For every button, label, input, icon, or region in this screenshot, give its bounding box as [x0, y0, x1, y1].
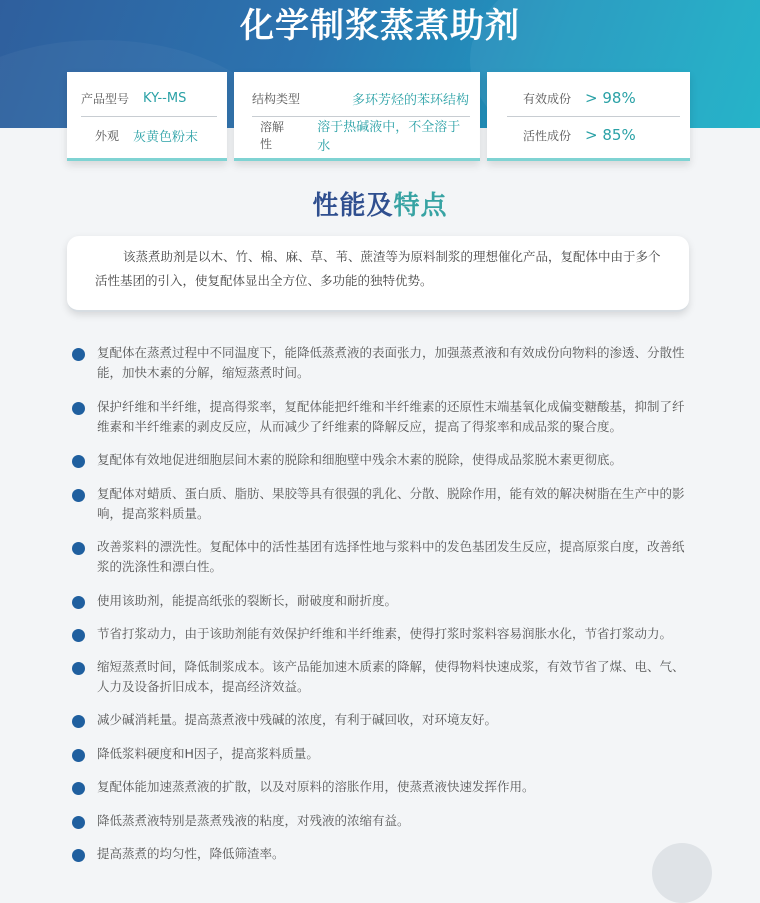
bullet-icon [72, 348, 85, 361]
spec-label: 产品型号 [81, 91, 130, 106]
spec-label: 溶解性 [260, 120, 285, 151]
spec-value: 多环芳烃的苯环结构 [352, 92, 470, 108]
bullet-icon [72, 816, 85, 829]
feature-text: 复配体能加速蒸煮液的扩散，以及对原料的溶胀作用，使蒸煮液快速发挥作用。 [97, 779, 535, 794]
intro-text: 该蒸煮助剂是以木、竹、棉、麻、草、苇、蔗渣等为原料制浆的理想催化产品，复配体中由于多个活性基团的引入，使复配体显出全方位、多功能的独特优势。 [95, 249, 661, 288]
spec-label: 有效成份 [523, 91, 572, 106]
bullet-icon [72, 715, 85, 728]
spec-label: 外观 [95, 128, 120, 143]
feature-text: 使用该助剂，能提高纸张的裂断长，耐破度和耐折度。 [97, 593, 398, 608]
spec-row [507, 117, 680, 153]
bullet-icon [72, 542, 85, 555]
spec-value: 溶于热碱液中，不全溶于水 [317, 120, 461, 154]
feature-text: 减少碱消耗量。提高蒸煮液中残碱的浓度，有利于碱回收，对环境友好。 [97, 712, 498, 727]
spec-value: > 85% [585, 126, 636, 144]
feature-text: 降低蒸煮液特别是蒸煮残液的粘度，对残液的浓缩有益。 [97, 813, 410, 828]
spec-card-structure [234, 72, 480, 161]
spec-row [81, 117, 217, 153]
section-heading [0, 186, 760, 226]
feature-text: 复配体有效地促进细胞层间木素的脱除和细胞壁中残余木素的脱除，使得成品浆脱木素更彻底。 [97, 452, 623, 467]
page-title: 化学制浆蒸煮助剂 [240, 6, 520, 46]
bullet-icon [72, 662, 85, 675]
feature-text: 保护纤维和半纤维，提高得浆率，复配体能把纤维和半纤维素的还原性末端基氧化成偏变糖酸基，抑制了纤维素和半纤维素的剥皮反应，从而减少了纤维素的降解反应，提高了得浆率和成品浆的聚合度。 [97, 399, 685, 434]
feature-text: 缩短蒸煮时间，降低制浆成本。该产品能加速木质素的降解，使得物料快速成浆，有效节省了煤、电、气、人力及设备折旧成本，提高经济效益。 [97, 659, 685, 694]
bullet-icon [72, 749, 85, 762]
spec-value: > 98% [585, 89, 636, 107]
spec-row [260, 117, 470, 153]
intro-box [67, 236, 689, 312]
bullet-icon [72, 489, 85, 502]
spec-label: 结构类型 [252, 91, 301, 106]
spec-row [507, 80, 680, 117]
spec-value: 灰黄色粉末 [133, 129, 199, 145]
feature-text: 改善浆料的漂洗性。复配体中的活性基团有选择性地与浆料中的发色基团发生反应，提高原浆白度，改善纸浆的洗涤性和漂白性。 [97, 539, 685, 574]
corner-decoration [652, 843, 712, 903]
feature-text: 复配体对蜡质、蛋白质、脂肪、果胶等具有很强的乳化、分散、脱除作用，能有效的解决树脂在生产中的影响，提高浆料质量。 [97, 486, 685, 521]
spec-card-content [487, 72, 690, 161]
bullet-icon [72, 782, 85, 795]
spec-label: 活性成份 [523, 128, 572, 143]
feature-text: 提高蒸煮的均匀性，降低筛渣率。 [97, 846, 285, 861]
bullet-icon [72, 596, 85, 609]
bullet-icon [72, 849, 85, 862]
spec-card-model [67, 72, 227, 161]
section-heading-part: 性能及 [312, 191, 394, 221]
feature-text: 节省打浆动力，由于该助剂能有效保护纤维和半纤维素，使得打浆时浆料容易润胀水化，节省打浆动力。 [97, 626, 673, 641]
spec-row [81, 80, 217, 117]
bullet-icon [72, 455, 85, 468]
bullet-icon [72, 629, 85, 642]
bullet-icon [72, 402, 85, 415]
section-heading-part: 特点 [393, 191, 448, 221]
feature-text: 复配体在蒸煮过程中不同温度下，能降低蒸煮液的表面张力，加强蒸煮液和有效成份向物料的渗透、分散性能，加快木素的分解，缩短蒸煮时间。 [97, 345, 685, 380]
spec-value: KY--MS [143, 90, 187, 106]
spec-row [252, 80, 470, 117]
feature-text: 降低浆料硬度和H因子，提高浆料质量。 [97, 746, 319, 761]
